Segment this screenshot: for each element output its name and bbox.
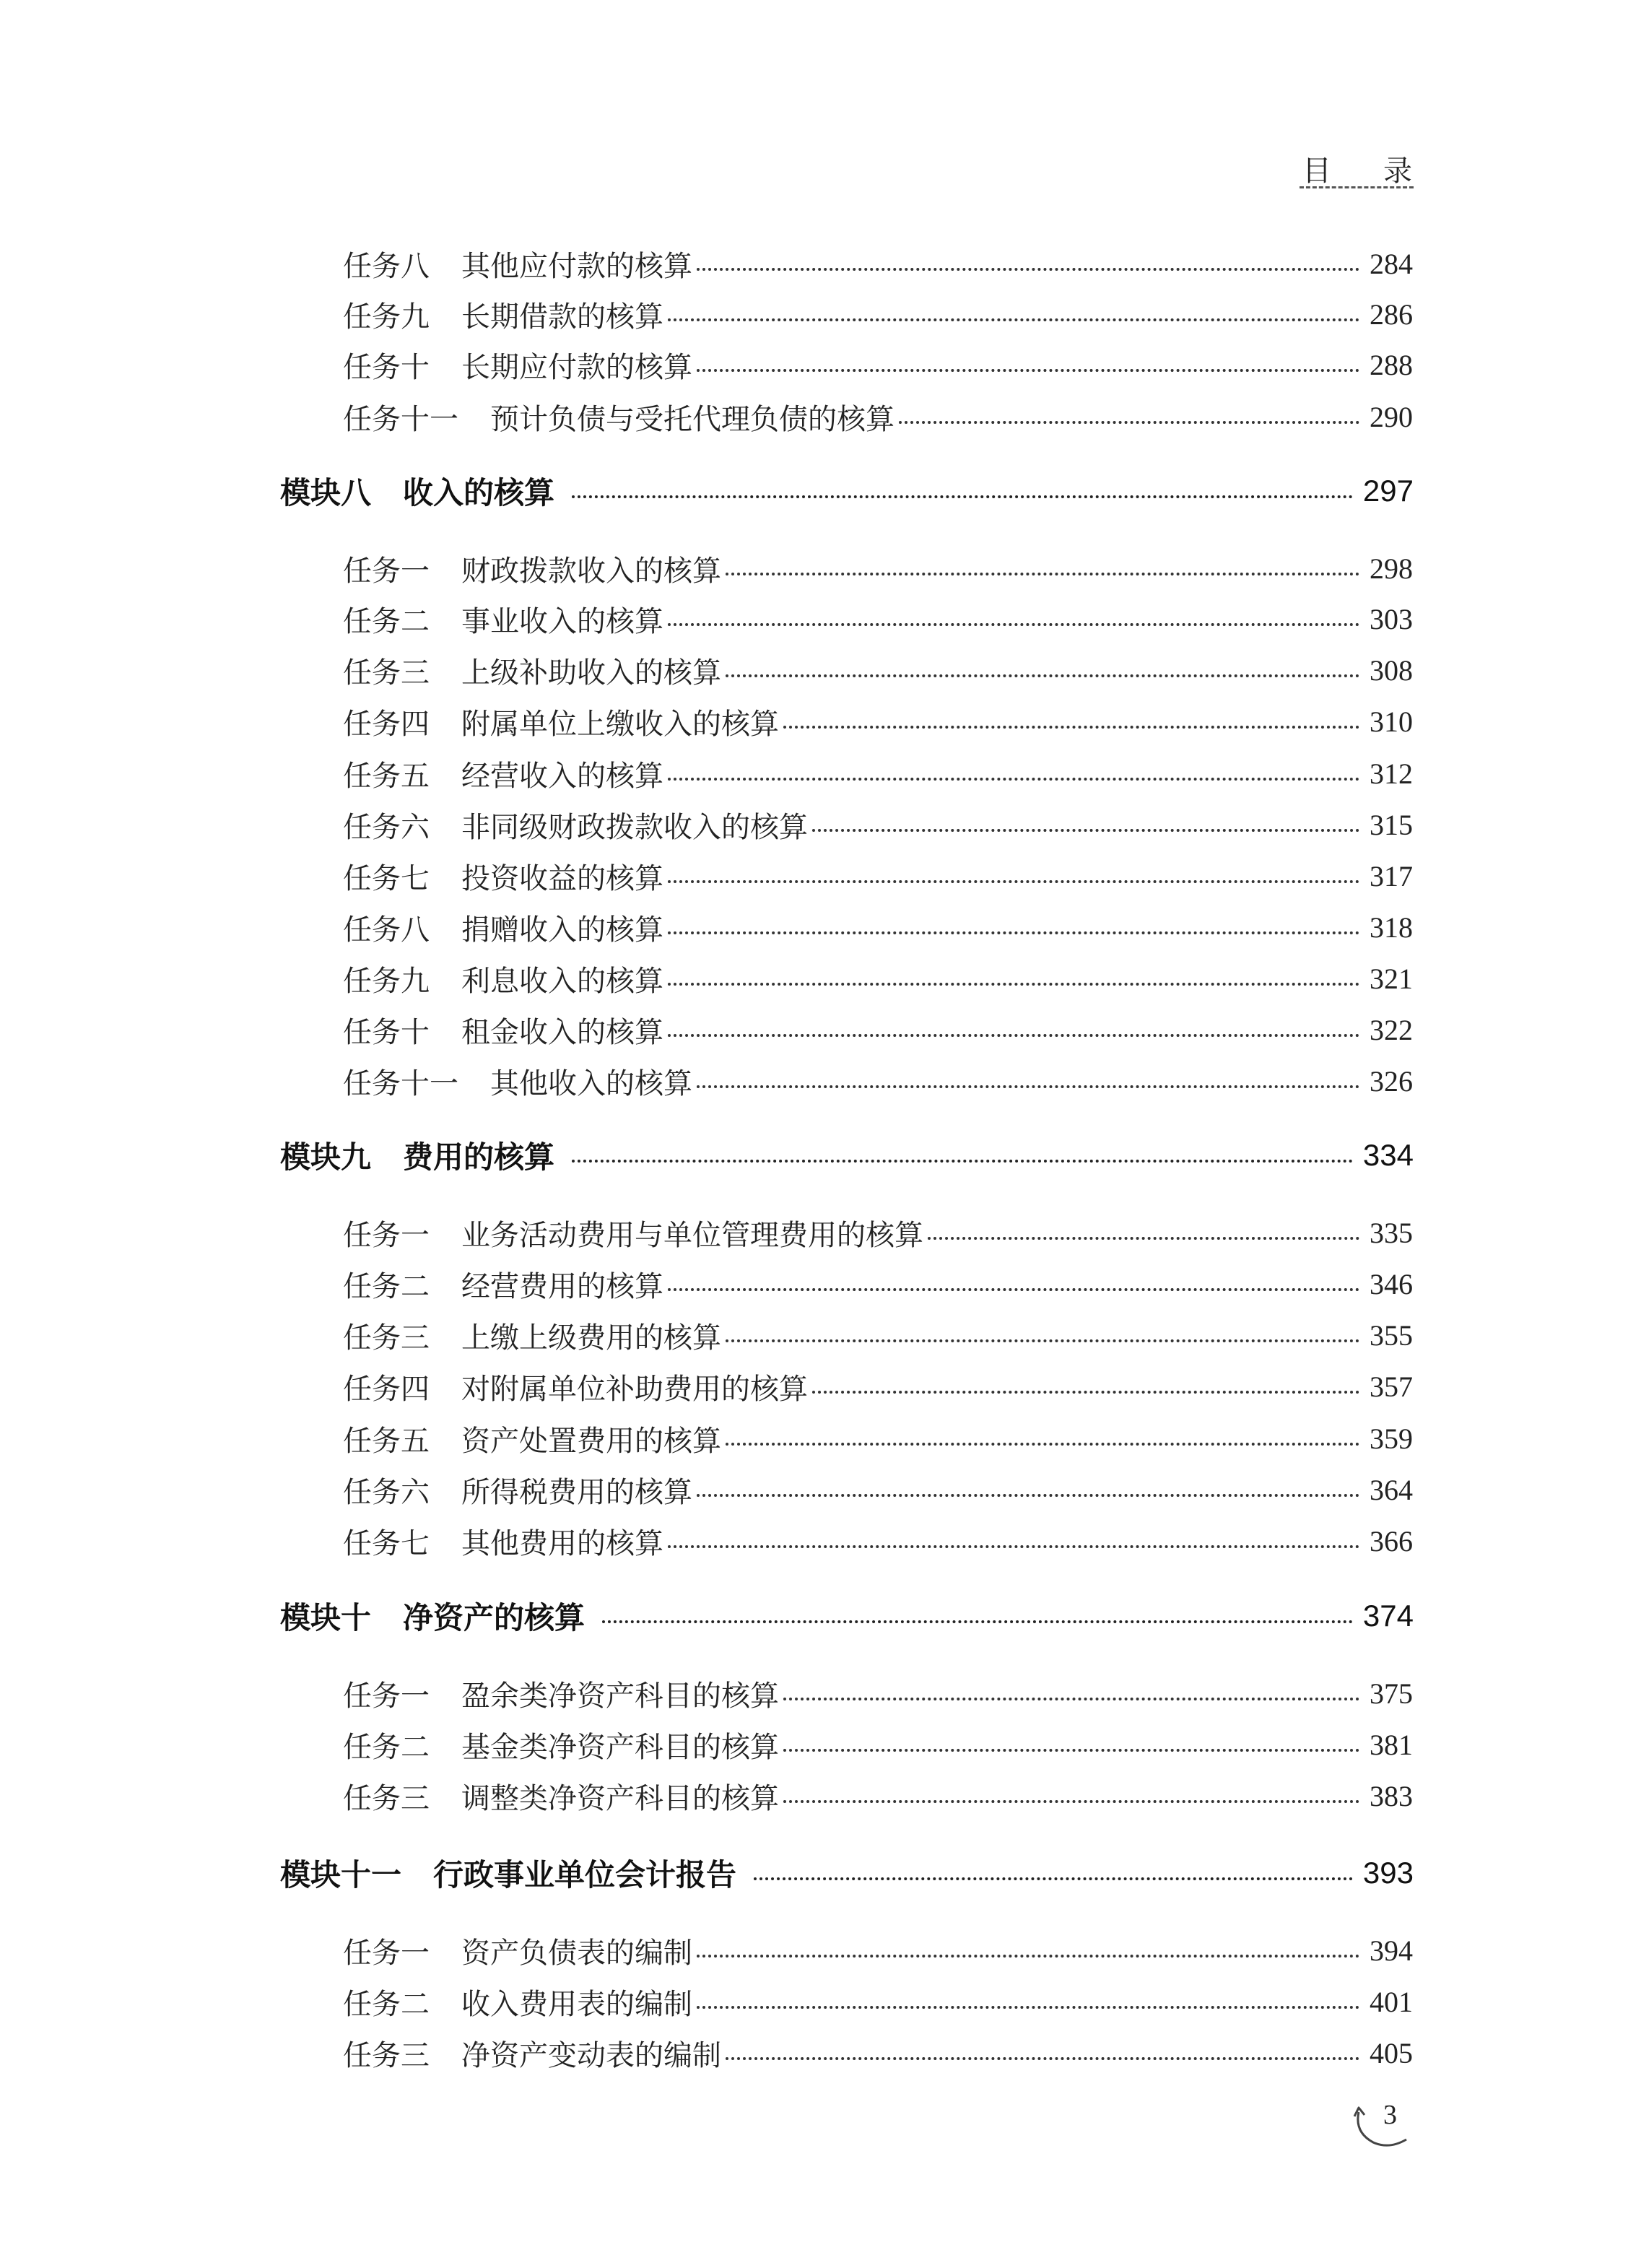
task-title: 捐赠收入的核算 [461,913,663,947]
toc-task-row[interactable] [343,1004,1413,1055]
task-title: 附属单位上缴收入的核算 [461,707,779,741]
toc-entry-label [343,1673,779,1714]
task-number: 任务十 [343,350,430,384]
page-ref: 394 [1370,1934,1413,1967]
task-number: 任务八 [343,249,430,283]
dot-leader [726,1443,1359,1446]
module-number: 模块十一 [280,1857,402,1893]
toc-task-row[interactable] [343,339,1413,390]
dot-leader [726,573,1359,575]
task-number: 任务九 [343,300,430,334]
module-title: 收入的核算 [403,475,555,510]
dot-leader [668,778,1359,781]
toc-task-row[interactable] [343,543,1413,594]
toc-entry-label [343,1264,663,1305]
dot-leader [668,318,1359,321]
page-ref: 297 [1362,474,1414,508]
dot-leader [572,495,1353,498]
task-number: 任务六 [343,1475,430,1509]
toc-task-row[interactable] [343,1259,1413,1309]
toc-task-row[interactable] [343,851,1413,901]
toc-entry-label [343,1418,721,1459]
task-title: 财政拨款收入的核算 [461,554,721,588]
dot-leader [697,268,1359,271]
toc-task-row[interactable] [343,289,1413,339]
toc-entry-label [343,1315,721,1356]
toc-task-row[interactable] [343,953,1413,1004]
toc-entry-label [280,1594,585,1638]
toc-task-row[interactable] [343,902,1413,952]
task-number: 任务二 [343,1987,430,2021]
toc-task-row[interactable] [343,696,1413,747]
page-number: 3 [1383,2100,1397,2130]
module-number: 模块十 [280,1600,372,1635]
page-ref: 357 [1370,1370,1413,1403]
toc-entry-label [343,1981,692,2022]
task-title: 盈余类净资产科目的核算 [461,1679,779,1713]
dot-leader [928,1237,1359,1240]
task-title: 净资产变动表的编制 [461,2038,721,2072]
page-ref: 334 [1362,1138,1414,1172]
task-number: 任务一 [343,1679,430,1713]
header-title-right: 录 [1383,155,1412,188]
page-ref: 315 [1370,808,1413,841]
toc-entry-label [343,1469,692,1511]
task-number: 任务七 [343,1526,430,1560]
toc-entry-label [343,958,663,999]
header-dashed-rule [1300,186,1414,188]
dot-leader [783,726,1359,729]
task-title: 长期借款的核算 [461,300,663,334]
toc-module-row[interactable] [280,1130,1414,1181]
dot-leader [754,1877,1353,1880]
dot-leader [812,1391,1359,1394]
dot-leader [668,1034,1359,1037]
toc-task-row[interactable] [343,748,1413,799]
toc-task-row[interactable] [343,645,1413,695]
dot-leader [668,931,1359,934]
toc-entry-label [343,1009,663,1051]
running-header [1300,148,1415,191]
toc-entry-label [343,1212,923,1254]
toc-entry-label [280,1134,554,1177]
task-title: 基金类净资产科目的核算 [461,1730,779,1764]
toc-entry-label [343,243,692,284]
toc-entry-label [343,907,663,948]
toc-entry-label [343,804,808,846]
page-ref: 286 [1370,297,1413,331]
page-ref: 366 [1370,1524,1413,1557]
task-title: 经营费用的核算 [461,1269,663,1303]
task-number: 任务三 [343,2038,430,2072]
page-ref: 312 [1370,757,1413,790]
toc-entry-label [280,469,554,513]
module-title: 费用的核算 [403,1139,555,1175]
task-number: 任务六 [343,810,430,844]
task-number: 任务三 [343,1321,430,1355]
dot-leader [668,1545,1359,1548]
toc-entry-label [343,344,692,386]
task-title: 其他应付款的核算 [461,249,692,283]
task-title: 调整类净资产科目的核算 [461,1781,779,1815]
dot-leader [726,674,1359,677]
task-title: 上缴上级费用的核算 [461,1321,721,1355]
page-ref: 393 [1362,1856,1414,1890]
page-ref: 326 [1370,1064,1413,1098]
task-title: 业务活动费用与单位管理费用的核算 [461,1218,923,1252]
dot-leader [602,1620,1353,1623]
dot-leader [783,1749,1359,1752]
toc-task-row[interactable] [343,391,1413,442]
task-title: 资产负债表的编制 [461,1936,692,1970]
dot-leader [697,1494,1359,1497]
page-ref: 284 [1370,247,1413,280]
task-number: 任务九 [343,964,430,998]
task-number: 任务十 [343,1015,430,1049]
dot-leader [668,1288,1359,1291]
task-number: 任务四 [343,1372,430,1406]
toc-task-row[interactable] [343,1516,1413,1566]
toc-entry-label [343,650,721,691]
task-title: 其他费用的核算 [461,1526,663,1560]
toc-task-row[interactable] [343,1413,1413,1464]
dot-leader [697,1955,1359,1958]
toc-task-row[interactable] [343,1976,1413,2027]
toc-entry-label [343,701,779,742]
page-ref: 317 [1370,859,1413,892]
task-number: 任务三 [343,1781,430,1815]
toc-entry-label [343,2033,721,2074]
toc-entry-label [343,1366,808,1407]
page-number-badge [1351,2098,1416,2155]
page-ref: 359 [1370,1422,1413,1455]
task-title: 利息收入的核算 [461,964,663,998]
dot-leader [668,623,1359,626]
toc-entry-label [343,599,663,640]
task-number: 任务二 [343,604,430,638]
task-title: 租金收入的核算 [461,1015,663,1049]
toc-entry-label [343,1061,692,1102]
toc-task-row[interactable] [343,2028,1413,2078]
page-ref: 375 [1370,1677,1413,1710]
page-ref: 308 [1370,653,1413,687]
page-ref: 318 [1370,911,1413,944]
dot-leader [697,2006,1359,2009]
page-ref: 298 [1370,552,1413,585]
task-number: 任务十一 [343,402,458,436]
dot-leader [697,369,1359,372]
page-ref: 303 [1370,602,1413,635]
toc-entry-label [280,1851,736,1895]
toc-task-row[interactable] [343,1361,1413,1412]
toc-task-row[interactable] [343,1464,1413,1515]
task-title: 收入费用表的编制 [461,1987,692,2021]
header-title-left: 目 [1302,155,1331,188]
toc-entry-label [343,396,894,438]
task-title: 经营收入的核算 [461,759,663,793]
page-ref: 346 [1370,1267,1413,1300]
page-ref: 401 [1370,1985,1413,2018]
toc-module-row[interactable] [280,466,1414,516]
dot-leader [668,880,1359,883]
page-ref: 383 [1370,1779,1413,1812]
dot-leader [726,2057,1359,2060]
dot-leader [899,421,1359,424]
task-title: 资产处置费用的核算 [461,1424,721,1458]
task-title: 投资收益的核算 [461,861,663,895]
task-number: 任务五 [343,1424,430,1458]
page-ref: 335 [1370,1216,1413,1249]
toc-module-row[interactable] [280,1848,1414,1898]
task-number: 任务一 [343,1936,430,1970]
toc-entry-label [343,1776,779,1817]
toc-entry-label [343,1521,663,1562]
module-number: 模块九 [280,1139,372,1175]
task-number: 任务一 [343,1218,430,1252]
page-ref: 321 [1370,962,1413,995]
task-number: 任务十一 [343,1066,458,1100]
toc-entry-label [343,1724,779,1765]
toc-entry-label [343,1930,692,1971]
task-title: 长期应付款的核算 [461,350,692,384]
task-number: 任务一 [343,554,430,588]
toc-task-row[interactable] [343,1207,1413,1258]
toc-task-row[interactable] [343,799,1413,850]
dot-leader [572,1160,1353,1163]
toc-entry-label [343,548,721,589]
task-title: 其他收入的核算 [490,1066,692,1100]
dot-leader [697,1085,1359,1088]
toc-task-row[interactable] [343,594,1413,644]
task-title: 非同级财政拨款收入的核算 [461,810,808,844]
dot-leader [668,983,1359,986]
task-number: 任务四 [343,707,430,741]
page-ref: 290 [1370,400,1413,433]
task-title: 事业收入的核算 [461,604,663,638]
task-title: 对附属单位补助费用的核算 [461,1372,808,1406]
toc-task-row[interactable] [343,1668,1413,1719]
task-number: 任务二 [343,1730,430,1764]
page-ref: 364 [1370,1473,1413,1506]
toc-module-row[interactable] [280,1591,1414,1641]
toc-task-row[interactable] [343,1719,1413,1770]
task-number: 任务三 [343,656,430,690]
toc-task-row[interactable] [343,1310,1413,1360]
toc-entry-label [343,856,663,897]
task-number: 任务五 [343,759,430,793]
module-title: 行政事业单位会计报告 [433,1857,737,1893]
page-ref: 310 [1370,705,1413,738]
task-number: 任务八 [343,913,430,947]
task-number: 任务七 [343,861,430,895]
page-ref: 405 [1370,2036,1413,2069]
dot-leader [783,1800,1359,1803]
toc-entry-label [343,753,663,794]
toc-task-row[interactable] [343,1925,1413,1976]
dot-leader [726,1339,1359,1342]
page-ref: 355 [1370,1318,1413,1352]
task-title: 上级补助收入的核算 [461,656,721,690]
toc-task-row[interactable] [343,1770,1413,1821]
toc-task-row[interactable] [343,238,1413,289]
page-ref: 381 [1370,1728,1413,1761]
toc-entry-label [343,294,663,335]
page-ref: 374 [1362,1599,1414,1633]
dot-leader [783,1698,1359,1700]
task-title: 所得税费用的核算 [461,1475,692,1509]
task-number: 任务二 [343,1269,430,1303]
task-title: 预计负债与受托代理负债的核算 [490,402,894,436]
page-ref: 288 [1370,348,1413,381]
dot-leader [812,829,1359,832]
toc-task-row[interactable] [343,1056,1413,1106]
module-title: 净资产的核算 [403,1600,586,1635]
module-number: 模块八 [280,475,372,510]
page-ref: 322 [1370,1013,1413,1046]
